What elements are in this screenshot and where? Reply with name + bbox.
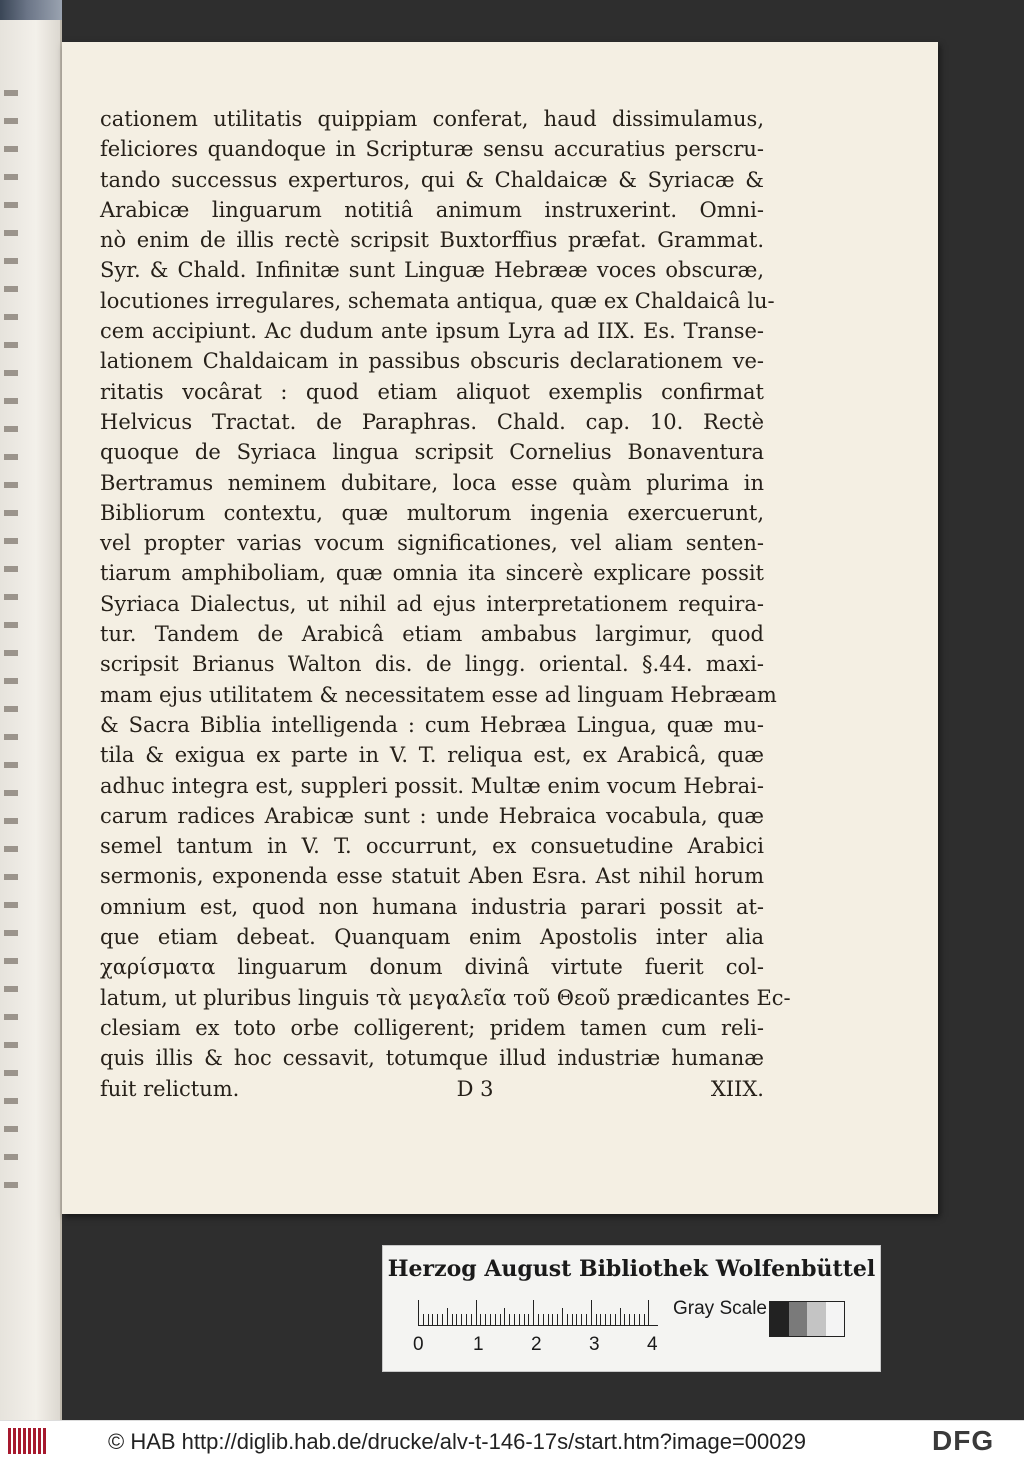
text-line: sermonis, exponenda esse statuit Aben Esra. Ast nihil horum <box>100 864 764 889</box>
text-line: cem accipiunt. Ac dudum ante ipsum Lyra ad IIX. Es. Transe- <box>100 319 764 344</box>
text-line: mam ejus utilitatem & necessitatem esse ad linguam Hebræam <box>100 682 777 707</box>
ruler-tick <box>476 1300 477 1326</box>
catchword: XIIX. <box>710 1076 764 1101</box>
color-reference-card <box>382 1245 881 1372</box>
ruler-tick <box>437 1314 438 1326</box>
ruler-tick <box>586 1314 587 1326</box>
ruler-tick <box>648 1300 649 1326</box>
ruler-tick <box>423 1314 424 1326</box>
source-url-text[interactable]: © HAB http://diglib.hab.de/drucke/alv-t-146-17s/start.htm?image=00029 <box>108 1429 806 1454</box>
text-line: tila & exigua ex parte in V. T. reliqua est, ex Arabicâ, quæ <box>100 743 764 768</box>
text-line: Syriaca Dialectus, ut nihil ad ejus interpretationem requira- <box>100 591 764 616</box>
ruler-tick <box>634 1314 635 1326</box>
page-footer-line <box>100 1074 764 1104</box>
text-line: χαρίσματα linguarum donum divinâ virtute fuerit col- <box>100 955 764 980</box>
ruler-tick <box>514 1314 515 1326</box>
ruler-tick <box>456 1314 457 1326</box>
text-line: Arabicæ linguarum notitiâ animum instruxerint. Omni- <box>100 197 764 222</box>
ruler-tick <box>528 1314 529 1326</box>
ruler-tick <box>485 1314 486 1326</box>
ruler-tick <box>538 1314 539 1326</box>
text-line: quoque de Syriaca lingua scripsit Cornelius Bonaventura <box>100 440 764 465</box>
text-line: Helvicus Tractat. de Paraphras. Chald. cap. 10. Rectè <box>100 409 764 434</box>
text-line: scripsit Brianus Walton dis. de lingg. oriental. §.44. maxi- <box>100 652 764 677</box>
scale-ruler <box>418 1298 658 1326</box>
ruler-tick <box>543 1314 544 1326</box>
ruler-tick <box>418 1300 419 1326</box>
ruler-tick <box>500 1314 501 1326</box>
ruler-tick <box>461 1314 462 1326</box>
ruler-tick <box>552 1314 553 1326</box>
ruler-tick <box>442 1314 443 1326</box>
ruler-tick <box>572 1314 573 1326</box>
text-line: lationem Chaldaicam in passibus obscuris declarationem ve- <box>100 349 764 374</box>
ruler-tick <box>620 1308 621 1326</box>
text-line: Bertramus neminem dubitare, loca esse quàm plurima in <box>100 470 764 495</box>
scale-number: 1 <box>473 1334 484 1355</box>
text-line: latum, ut pluribus linguis τὰ μεγαλεῖα τοῦ Θεοῦ prædicantes Ec- <box>100 985 791 1010</box>
ruler-tick <box>605 1314 606 1326</box>
text-line: nò enim de illis rectè scripsit Buxtorffius præfat. Grammat. <box>100 228 764 253</box>
last-text-line: fuit relictum. <box>100 1076 240 1101</box>
scale-number: 3 <box>589 1334 600 1355</box>
text-line: feliciores quandoque in Scripturæ sensu accuratius perscru- <box>100 137 764 162</box>
text-line: tando successus experturos, qui & Chaldaicæ & Syriacæ & <box>100 167 764 192</box>
ruler-tick <box>600 1314 601 1326</box>
text-line: & Sacra Biblia intelligenda : cum Hebræa Lingua, quæ mu- <box>100 712 764 737</box>
ruler-tick <box>639 1314 640 1326</box>
ruler-tick <box>567 1314 568 1326</box>
scale-number: 0 <box>413 1334 424 1355</box>
text-line: ritatis vocârat : quod etiam aliquot exemplis confirmat <box>100 379 764 404</box>
ruler-tick <box>624 1314 625 1326</box>
text-line: cationem utilitatis quippiam conferat, haud dissimulamus, <box>100 107 764 131</box>
text-line: locutiones irregulares, schemata antiqua, quæ ex Chaldaicâ lu- <box>100 288 775 313</box>
ruler-tick <box>533 1300 534 1326</box>
ruler-tick <box>509 1314 510 1326</box>
ruler-tick <box>428 1314 429 1326</box>
ruler-tick <box>432 1314 433 1326</box>
ruler-tick <box>591 1300 592 1326</box>
ruler-tick <box>524 1314 525 1326</box>
colorcard-title: Herzog August Bibliothek Wolfenbüttel <box>387 1256 876 1282</box>
ruler-tick <box>581 1314 582 1326</box>
hab-logo-icon[interactable] <box>8 1428 48 1454</box>
scale-number: 4 <box>647 1334 658 1355</box>
ruler-tick <box>576 1314 577 1326</box>
text-line: que etiam debeat. Quanquam enim Apostolis inter alia <box>100 925 764 950</box>
ruler-tick <box>557 1314 558 1326</box>
ruler-tick <box>615 1314 616 1326</box>
gray-swatch <box>789 1302 808 1336</box>
ruler-tick <box>644 1314 645 1326</box>
ruler-tick <box>504 1308 505 1326</box>
text-line: adhuc integra est, suppleri possit. Multæ enim vocum Hebrai- <box>100 773 764 798</box>
ruler-tick <box>447 1308 448 1326</box>
ruler-tick <box>480 1314 481 1326</box>
text-line: Syr. & Chald. Infinitæ sunt Linguæ Hebrææ voces obscuræ, <box>100 258 764 283</box>
previous-page-edge <box>0 20 62 1420</box>
ruler-tick <box>519 1314 520 1326</box>
previous-page-text-edge <box>4 90 18 1190</box>
ruler-tick <box>629 1314 630 1326</box>
ruler-tick <box>495 1314 496 1326</box>
text-line: tiarum amphiboliam, quæ omnia ita sincerè explicare possit <box>100 561 764 586</box>
page-text-block <box>100 104 791 1104</box>
gray-scale-label: Gray Scale <box>673 1298 767 1319</box>
gray-swatch <box>826 1302 845 1336</box>
text-line: omnium est, quod non humana industria parari possit at- <box>100 894 764 919</box>
viewer-footer <box>0 1420 1024 1461</box>
ruler-tick <box>466 1314 467 1326</box>
ruler-tick <box>452 1314 453 1326</box>
ruler-tick <box>471 1314 472 1326</box>
ruler-tick <box>548 1314 549 1326</box>
dfg-logo[interactable]: DFG <box>932 1425 995 1456</box>
text-line: semel tantum in V. T. occurrunt, ex consuetudine Arabici <box>100 834 764 859</box>
ruler-tick <box>562 1308 563 1326</box>
text-line: clesiam ex toto orbe colligerent; pridem tamen cum reli- <box>100 1015 764 1040</box>
gray-swatch <box>807 1302 826 1336</box>
text-line: Bibliorum contextu, quæ multorum ingenia exercuerunt, <box>100 500 764 525</box>
ruler-tick <box>610 1314 611 1326</box>
text-line: quis illis & hoc cessavit, totumque illud industriæ humanæ <box>100 1046 764 1071</box>
text-line: tur. Tandem de Arabicâ etiam ambabus largimur, quod <box>100 622 764 647</box>
text-line: carum radices Arabicæ sunt : unde Hebraica vocabula, quæ <box>100 803 764 828</box>
signature-mark: D 3 <box>456 1076 494 1101</box>
ruler-tick <box>596 1314 597 1326</box>
gray-swatch <box>770 1302 789 1336</box>
scale-number: 2 <box>531 1334 542 1355</box>
text-line: vel propter varias vocum significationes, vel aliam senten- <box>100 531 764 556</box>
ruler-tick <box>490 1314 491 1326</box>
gray-scale-swatches <box>769 1301 845 1337</box>
